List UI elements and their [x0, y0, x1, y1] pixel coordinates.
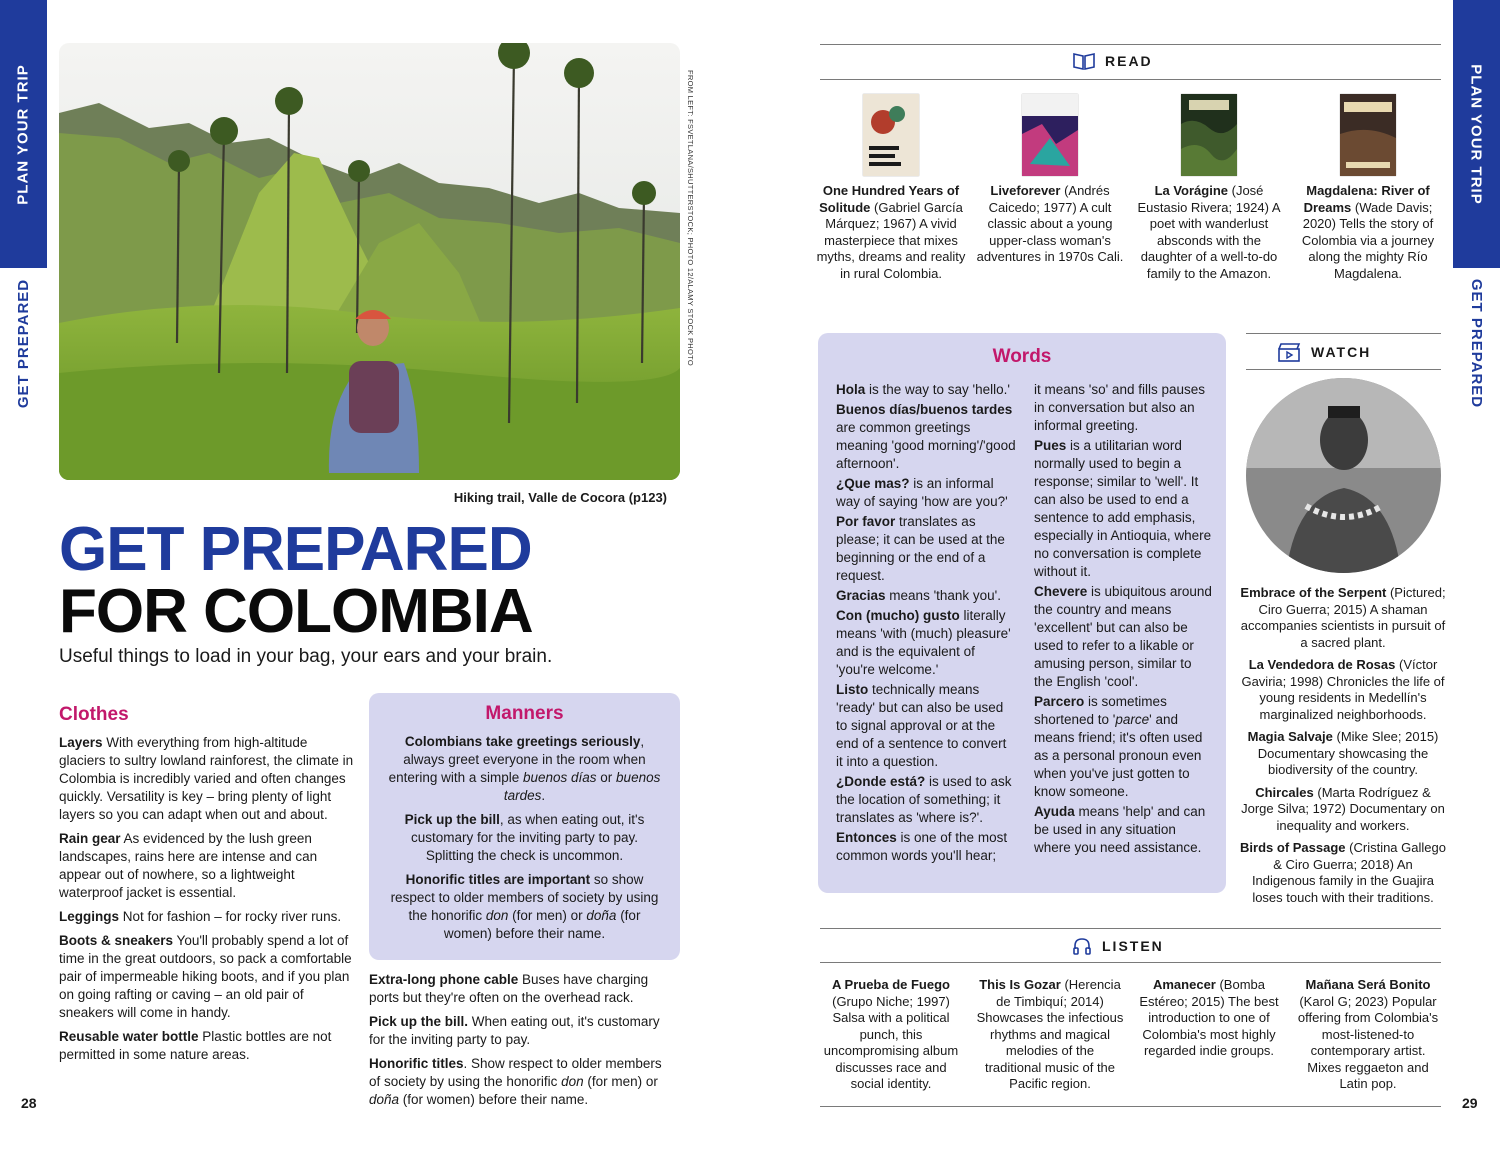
clothes-item — [59, 734, 357, 824]
clothes-item — [59, 932, 357, 1022]
section-heading: Clothes — [59, 704, 129, 725]
item-text: don — [561, 1074, 584, 1089]
word-entry — [1034, 381, 1214, 435]
film-still-photo — [1246, 378, 1441, 573]
item-text: You'll probably spend a lot of time in the great outdoors, so pack a comfortable pair of impermeable hiking boots, and if you plan on going rafting or caving – an old pair of sneakers will come in handy. — [59, 933, 352, 1020]
album-title: Mañana Será Bonito — [1305, 977, 1431, 992]
item-term: Parcero — [1034, 694, 1085, 709]
page-title-line1: GET PREPARED — [59, 515, 532, 584]
film-text: (Cristina Gallego & Ciro Guerra; 2018) An Indigenous family in the Guajira loses touch with their traditions. — [1251, 840, 1446, 905]
item-term: Boots & sneakers — [59, 933, 174, 948]
film-text: (Víctor Gaviria; 1998) Chronicles the life of young residents in Medellín's marginalized neighborhoods. — [1241, 657, 1445, 722]
divider — [820, 44, 1441, 45]
item-text: . Show respect to older members of society by using the honorific — [369, 1056, 662, 1089]
item-text: (for women) before their name. — [399, 1092, 589, 1107]
hero-photo — [59, 43, 680, 480]
item-term: Pues — [1034, 438, 1067, 453]
item-term: Extra-long phone cable — [369, 972, 519, 987]
item-text: means 'thank you'. — [885, 588, 1002, 603]
album-title: A Prueba de Fuego — [832, 977, 950, 992]
section-heading: Words — [992, 346, 1052, 367]
headphones-icon — [1072, 936, 1092, 956]
item-text: means 'help' and can be used in any situation where you need assistance. — [1034, 804, 1206, 855]
item-text: buenos tardes — [503, 770, 661, 803]
manners-extra-item — [369, 1055, 669, 1109]
listen-heading: LISTEN — [1072, 936, 1164, 956]
item-text: technically means 'ready' but can also be used to signal approval or at the end of a sentence to convert it into a question. — [836, 682, 1007, 769]
tab-get-prepared: GET PREPARED — [1468, 278, 1485, 408]
words-column-2 — [1034, 381, 1214, 859]
item-term: Leggings — [59, 909, 119, 924]
item-text: is one of the most common words you'll hear; — [836, 830, 1008, 863]
clapperboard-icon — [1277, 342, 1301, 362]
book-title: One Hundred Years of Solitude — [819, 183, 960, 215]
item-text: Not for fashion – for rocky river runs. — [119, 909, 342, 924]
item-term: Honorific titles — [369, 1056, 464, 1071]
watch-item — [1240, 840, 1446, 906]
item-term: Por favor — [836, 514, 896, 529]
word-entry — [836, 401, 1016, 473]
clothes-section — [59, 704, 357, 1070]
item-text: Buses have charging ports but they're often on the overhead rack. — [369, 972, 649, 1005]
item-text: is an informal way of saying 'how are you?' — [836, 476, 1008, 509]
film-title: La Vendedora de Rosas — [1248, 657, 1396, 672]
book-cover — [1181, 94, 1237, 176]
watch-item — [1240, 585, 1446, 651]
album-title: Amanecer — [1152, 977, 1216, 992]
words-column-1 — [836, 381, 1016, 867]
item-term: Colombians take greetings seriously — [404, 734, 641, 749]
item-term: Rain gear — [59, 831, 121, 846]
divider — [820, 928, 1441, 929]
book-icon — [1073, 52, 1095, 70]
item-term: Reusable water bottle — [59, 1029, 199, 1044]
book-item: Liveforever (Andrés Caicedo; 1977) A cult classic about a young upper-class woman's adventures in 1970s Cali. — [975, 94, 1125, 266]
manners-item — [387, 811, 662, 865]
item-text: are common greetings meaning 'good morning'/'good afternoon'. — [836, 420, 1016, 471]
book-title: La Vorágine — [1154, 183, 1229, 198]
manners-extra-list — [369, 971, 669, 1115]
word-entry — [836, 681, 1016, 771]
manners-list — [387, 733, 662, 943]
item-term: Ayuda — [1034, 804, 1075, 819]
item-text: , always greet everyone in the room when entering with a simple — [388, 734, 646, 785]
clothes-item — [59, 908, 357, 926]
listen-item: A Prueba de Fuego (Grupo Niche; 1997) Salsa with a political punch, this uncompromising album discusses race and social identity. — [823, 977, 959, 1091]
watch-item — [1240, 729, 1446, 779]
photo-credit: FROM LEFT: FSVETLANA/SHUTTERSTOCK; PHOTO 12/ALAMY STOCK PHOTO — [686, 70, 695, 366]
tab-plan-your-trip: PLAN YOUR TRIP — [15, 63, 32, 205]
item-text: With everything from high-altitude glaciers to sultry lowland rainforest, the climate in Colombia is incredibly varied and often changes quickly. Versatility is key – bring plenty of light layers so you can adapt when out and about. — [59, 735, 354, 822]
page-title-line2: FOR COLOMBIA — [59, 577, 533, 646]
item-text: don — [485, 908, 509, 923]
word-entry — [836, 475, 1016, 511]
word-entry — [836, 513, 1016, 585]
item-text: parce — [1115, 712, 1150, 727]
word-entry — [1034, 803, 1214, 857]
book-item: La Vorágine (José Eustasio Rivera; 1924) A poet with wanderlust absconds with the daughter of a well-to-do family to the Amazon. — [1134, 94, 1284, 282]
item-text: or — [596, 770, 617, 785]
book-cover — [1340, 94, 1396, 176]
section-heading: Manners — [485, 703, 564, 724]
item-term: Hola — [836, 382, 866, 397]
item-text: literally means 'with (much) pleasure' and is the equivalent of 'you're welcome.' — [836, 608, 1011, 677]
book-title: Magdalena: River of Dreams — [1303, 183, 1430, 215]
item-term: Entonces — [836, 830, 897, 845]
item-term: Honorific titles are important — [405, 872, 591, 887]
item-text: it means 'so' and fills pauses in conversation but also an informal greeting. — [1034, 382, 1205, 433]
clothes-item — [59, 1028, 357, 1064]
item-text: is used to ask the location of something; it translates as 'where is?'. — [836, 774, 1012, 825]
manners-extra-item — [369, 971, 669, 1007]
page-number-left: 28 — [21, 1095, 37, 1111]
watch-list — [1240, 585, 1446, 912]
item-text: , as when eating out, it's customary for the inviting party to pay. Splitting the check is uncommon. — [410, 812, 645, 863]
item-text: (for women) before their name. — [443, 908, 641, 941]
item-term: Chevere — [1034, 584, 1088, 599]
item-term: ¿Donde está? — [836, 774, 926, 789]
book-cover — [1022, 94, 1078, 176]
word-entry — [836, 607, 1016, 679]
item-text: is ubiquitous around the country and means 'excellent' but can also be used to refer to a likable or amusing person, similar to the English 'cool'. — [1034, 584, 1212, 689]
book-title: Liveforever — [990, 183, 1061, 198]
photo-caption: Hiking trail, Valle de Cocora (p123) — [453, 490, 667, 505]
manners-item — [387, 871, 662, 943]
word-entry — [836, 773, 1016, 827]
item-text: doña — [586, 908, 617, 923]
divider — [1246, 369, 1441, 370]
right-chapter-tab — [1453, 0, 1500, 1154]
listen-item: This Is Gozar (Herencia de Timbiquí; 2014) Showcases the infectious rhythms and magical melodies of the traditional music of the Pacific region. — [976, 977, 1124, 1091]
book-cover — [863, 94, 919, 176]
watch-item — [1240, 657, 1446, 723]
watch-item — [1240, 785, 1446, 835]
clothes-item — [59, 830, 357, 902]
divider — [820, 962, 1441, 963]
page-number-right: 29 — [1462, 1095, 1478, 1111]
divider — [1246, 333, 1441, 334]
film-title: Magia Salvaje — [1247, 729, 1333, 744]
book-item: One Hundred Years of Solitude (Gabriel García Márquez; 1967) A vivid masterpiece that mixes myths, dreams and reality in rural Colombia. — [816, 94, 966, 282]
item-text: When eating out, it's customary for the inviting party to pay. — [369, 1014, 660, 1047]
tab-get-prepared: GET PREPARED — [15, 278, 32, 408]
film-text: (Marta Rodríguez & Jorge Silva; 1972) Documentary on inequality and workers. — [1241, 784, 1445, 833]
item-text: . — [541, 788, 546, 803]
word-entry — [836, 381, 1016, 399]
item-text: so show respect to older members of society by using the honorific — [390, 872, 659, 923]
left-chapter-tab — [0, 0, 47, 1154]
listen-item: Amanecer (Bomba Estéreo; 2015) The best introduction to one of Colombia's most highly regarded indie groups. — [1139, 977, 1279, 1058]
film-title: Embrace of the Serpent — [1240, 585, 1387, 600]
word-entry — [1034, 437, 1214, 581]
divider — [820, 79, 1441, 80]
book-item: Magdalena: River of Dreams (Wade Davis; 2020) Tells the story of Colombia via a journey along the mighty Río Magdalena. — [1293, 94, 1443, 282]
item-text: buenos días — [522, 770, 597, 785]
words-box — [818, 333, 1226, 893]
listen-item: Mañana Será Bonito (Karol G; 2023) Popular offering from Colombia's most-listened-to contemporary artist. Mixes reggaeton and Latin pop. — [1297, 977, 1439, 1091]
item-text: (for men) or — [583, 1074, 658, 1089]
clothes-list — [59, 734, 357, 1064]
word-entry — [836, 829, 1016, 865]
item-term: Con (mucho) gusto — [836, 608, 960, 623]
item-term: Pick up the bill — [404, 812, 500, 827]
page-subtitle: Useful things to load in your bag, your ears and your brain. — [59, 646, 553, 667]
item-term: Pick up the bill. — [369, 1014, 469, 1029]
film-text: (Pictured; Ciro Guerra; 2015) A shaman accompanies scientists in pursuit of a sacred plant. — [1240, 585, 1446, 650]
item-text: (for men) or — [508, 908, 587, 923]
film-title: Chircales — [1255, 784, 1314, 800]
item-text: is the way to say 'hello.' — [865, 382, 1010, 397]
word-entry — [1034, 583, 1214, 691]
item-term: Gracias — [836, 588, 886, 603]
watch-heading: WATCH — [1277, 342, 1371, 362]
film-text: (Mike Slee; 2015) Documentary showcasing the biodiversity of the country. — [1257, 729, 1439, 777]
divider — [820, 1106, 1441, 1107]
item-text: doña — [369, 1092, 400, 1107]
item-text: Plastic bottles are not permitted in some nature areas. — [59, 1029, 332, 1062]
item-text: As evidenced by the lush green landscapes, rains here are intense and can appear out of nowhere, so a lightweight waterproof jacket is essential. — [59, 831, 318, 900]
manners-item — [387, 733, 662, 805]
manners-box — [369, 693, 680, 960]
item-term: Buenos días/buenos tardes — [836, 402, 1013, 417]
tab-plan-your-trip: PLAN YOUR TRIP — [1468, 63, 1485, 205]
item-text: ' and means friend; it's often used as a personal pronoun even when you've just gotten to know someone. — [1034, 712, 1203, 799]
word-entry — [1034, 693, 1214, 801]
item-term: ¿Que mas? — [836, 476, 910, 491]
item-text: is a utilitarian word normally used to begin a response; similar to 'well'. It can also be used to end a sentence to add emphasis, especially in Antioquia, where no conversation is complete without it. — [1034, 438, 1212, 579]
item-term: Listo — [836, 682, 869, 697]
item-term: Layers — [59, 735, 103, 750]
album-title: This Is Gozar — [979, 977, 1061, 992]
item-text: translates as please; it can be used at the beginning or the end of a request. — [836, 514, 1005, 583]
film-title: Birds of Passage — [1240, 840, 1346, 855]
read-heading: READ — [1073, 52, 1153, 70]
word-entry — [836, 587, 1016, 605]
manners-extra-item — [369, 1013, 669, 1049]
item-text: is sometimes shortened to ' — [1034, 694, 1167, 727]
